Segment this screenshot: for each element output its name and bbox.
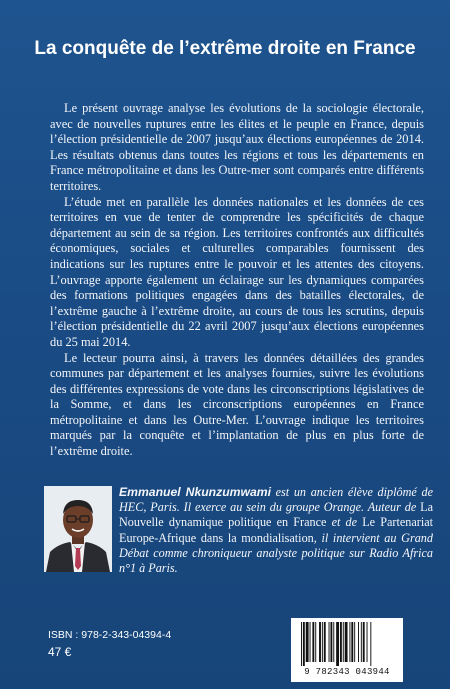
barcode-bar [310, 622, 311, 662]
author-bio-part-2: et de [326, 515, 363, 530]
summary-paragraph-3: Le lecteur pourra ainsi, à travers les données détaillées des grandes communes par département et les analyses fournies, suivre les évolutions des différentes expressions de vote dans les circonscriptions législatives de la Somme, et dans les circonscriptions européennes en France métropolitaine et dans les Outre-Mer. L’ouvrage indique les territoires marqués par la conquête et l’implantation de plus en plus forte de l’extrême droite. [50, 350, 424, 459]
barcode-bar [329, 622, 330, 662]
author-book-2: Le Partenariat Europe-Afrique dans la mondialisation [119, 515, 433, 545]
barcode-bar [306, 622, 309, 662]
barcode-bar [336, 622, 339, 666]
barcode-bar [345, 622, 348, 662]
barcode-bar [363, 622, 365, 662]
author-bio-part-1: est un ancien élève diplômé de HEC, Paris. Il exerce au sein du groupe Orange. Auteur de [119, 485, 433, 515]
barcode-bar [322, 622, 323, 662]
author-photo [44, 486, 112, 572]
barcode-bar [370, 622, 371, 666]
barcode-bar [351, 622, 353, 662]
barcode-bars-icon [297, 622, 397, 666]
barcode-bar [367, 622, 368, 662]
author-block [40, 486, 434, 576]
author-portrait-icon [44, 486, 112, 572]
barcode-bar [343, 622, 344, 662]
barcode-bar [324, 622, 326, 662]
isbn: ISBN : 978-2-343-04394-4 [48, 629, 172, 641]
summary-paragraph-1: Le présent ouvrage analyse les évolutions de la sociologie électorale, avec de nouvelles ruptures entre les élites et le peuple en France, depuis l’élection présidentielle de 2007 jusqu’aux élections européennes de 2014. Les résultats obtenus dans toutes les régions et tous les départements en France métropolitaine et dans les Outre-mer sont comparés entre différents territoires. [50, 101, 424, 193]
barcode-bar [333, 622, 334, 662]
author-name: Emmanuel Nkunzumwami [119, 485, 271, 499]
price: 47 € [48, 645, 72, 659]
barcode-bar [303, 622, 305, 666]
barcode-bar [358, 622, 359, 662]
barcode-digits: 9 782343 043944 [304, 667, 390, 677]
barcode-bar [361, 622, 362, 662]
barcode-bar [354, 622, 355, 662]
barcode-bar [349, 622, 350, 662]
author-bio [119, 485, 433, 576]
author-book-1: La Nouvelle dynamique politique en France [119, 500, 433, 530]
barcode [291, 618, 403, 682]
barcode-bar [340, 622, 342, 662]
author-bio-part-3: , il intervient au Grand Débat comme chroniqueur analyste politique sur Radio Africa n°1 à Paris. [119, 530, 433, 576]
book-meta [48, 628, 188, 659]
book-title: La conquête de l’extrême droite en France [34, 38, 416, 59]
barcode-bar [301, 622, 302, 666]
barcode-bar [319, 622, 321, 662]
summary-text [50, 101, 424, 460]
summary-paragraph-2: L’étude met en parallèle les données nationales et les données de ces territoires en vue de tenter de comprendre les spécificités de chaque département au sein de sa région. Les territoires confrontés aux difficultés économiques, sociales et culturelles comparables fournissent des indications sur les ruptures entre le pouvoir et les attentes des citoyens. L’ouvrage apporte également un éclairage sur les dynamiques comparées des formations politiques engagées dans des batailles électorales, de l’extrême gauche à l’extrême droite, au cours de tous les scrutins, depuis l’élection présidentielle du 22 avril 2007 jusqu’aux élections européennes du 25 mai 2014. [50, 194, 424, 349]
barcode-bar [315, 622, 316, 662]
barcode-bar [312, 622, 314, 662]
barcode-bar [330, 622, 332, 662]
